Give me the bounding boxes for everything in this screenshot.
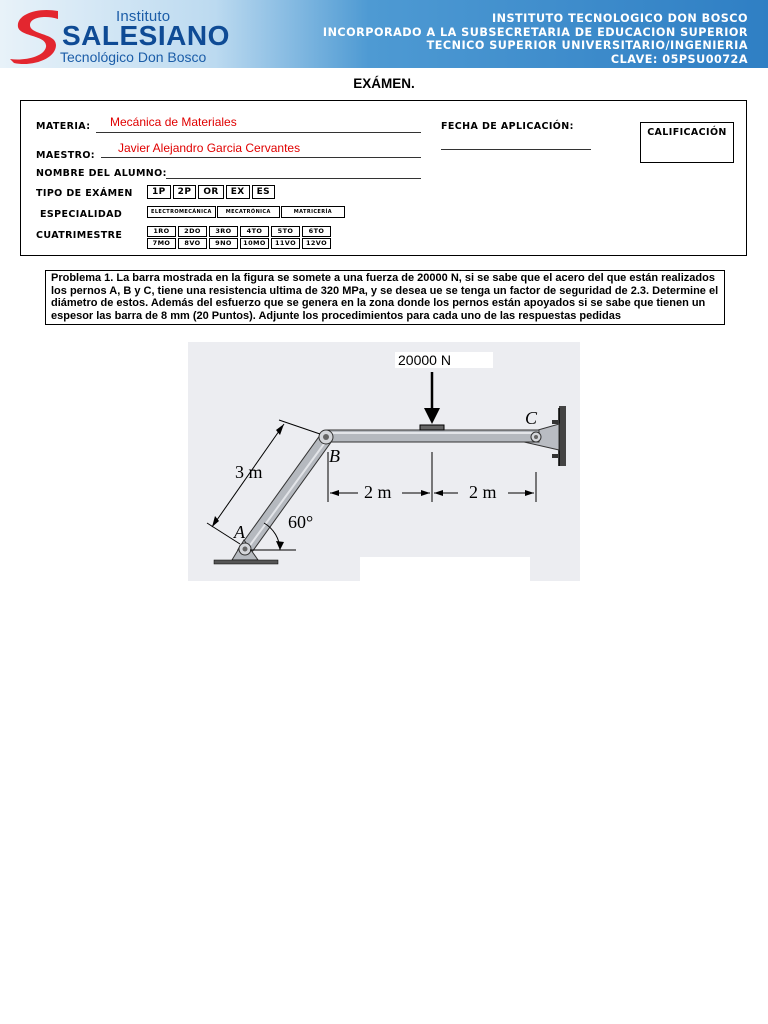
maestro-line (101, 157, 421, 158)
institution-line-2: INCORPORADO A LA SUBSECRETARIA DE EDUCACION SUPERIOR (322, 25, 748, 39)
institution-line-4: CLAVE: 05PSU0072A (610, 53, 748, 67)
segment-1-label: 2 m (364, 482, 392, 502)
cuatrimestre-option[interactable]: 5TO (271, 226, 300, 237)
cuatrimestre-option[interactable]: 7MO (147, 238, 176, 249)
wall-support-c (559, 406, 566, 466)
cuatrimestre-option[interactable]: 10MO (240, 238, 269, 249)
cuatrimestre-option[interactable]: 2DO (178, 226, 207, 237)
angle-label: 60° (288, 512, 314, 532)
institution-info (308, 12, 748, 67)
ground-a (214, 560, 278, 564)
cuatrimestre-option[interactable]: 11VO (271, 238, 300, 249)
cuatrimestre-option[interactable]: 8VO (178, 238, 207, 249)
maestro-value[interactable]: Javier Alejandro Garcia Cervantes (118, 141, 301, 155)
exam-title: EXÁMEN. (353, 76, 415, 91)
especialidad-label: ESPECIALIDAD (40, 209, 123, 220)
bar-bc (327, 430, 539, 442)
cuatrimestre-label: CUATRIMESTRE (36, 230, 123, 241)
point-a-label: A (234, 522, 245, 542)
cuatrimestre-option[interactable]: 1RO (147, 226, 176, 237)
point-c-label: C (525, 408, 538, 428)
salesiano-logo-icon (6, 5, 68, 65)
cuatrimestre-option[interactable]: 6TO (302, 226, 331, 237)
brand-name: SALESIANO (62, 20, 230, 51)
institution-line-3: TECNICO SUPERIOR UNIVERSITARIO/INGENIERIA (426, 39, 748, 53)
calificacion-box[interactable] (640, 122, 734, 163)
cuatrimestre-option[interactable]: 4TO (240, 226, 269, 237)
especialidad-option[interactable]: MECATRÓNICA (217, 206, 280, 218)
brand-line-1: Instituto (116, 8, 171, 25)
exam-info-box (20, 100, 747, 256)
especialidad-option[interactable]: ELECTROMECÁNICA (147, 206, 216, 218)
problem-figure (188, 342, 580, 581)
figure-blank-area (360, 557, 530, 581)
brand-line-3: Tecnológico Don Bosco (60, 49, 207, 65)
alumno-line[interactable] (166, 178, 421, 179)
point-b-label: B (329, 446, 340, 466)
tipo-option[interactable]: 2P (173, 185, 197, 199)
tipo-option[interactable]: EX (226, 185, 250, 199)
cuatrimestre-option[interactable]: 9NO (209, 238, 238, 249)
tipo-option[interactable]: 1P (147, 185, 171, 199)
materia-value[interactable]: Mecánica de Materiales (110, 115, 237, 129)
cuatrimestre-option[interactable]: 12VO (302, 238, 331, 249)
tipo-label: TIPO DE EXÁMEN (36, 188, 133, 199)
fecha-label: FECHA DE APLICACIÓN: (441, 121, 574, 132)
alumno-label: NOMBRE DEL ALUMNO: (36, 168, 167, 179)
tipo-options (147, 185, 275, 199)
force-label: 20000 N (395, 352, 493, 368)
especialidad-options (147, 206, 345, 218)
institution-line-1: INSTITUTO TECNOLOGICO DON BOSCO (491, 12, 748, 25)
materia-line (96, 132, 421, 133)
segment-2-label: 2 m (469, 482, 497, 502)
problem-statement: Problema 1. La barra mostrada en la figura se somete a una fuerza de 20000 N, si se sabe que el acero del que están realizados los pernos A, B y C, tiene una resistencia ultima de 320 MPa, y se desea ue se tenga un factor de seguridad de 2.3. Determine el diámetro de estos. Además del esfuerzo que se genera en la zona donde los pernos están apoyados si se sabe que tienen un espesor las barra de 8 mm (20 Puntos). Adjunte los procedimientos para cada uno de las respuestas pedidas (45, 270, 725, 325)
especialidad-option[interactable]: MATRICERÍA (281, 206, 345, 218)
length-ab-label: 3 m (235, 462, 263, 482)
tipo-option[interactable]: OR (198, 185, 223, 199)
cuatrimestre-options (147, 226, 331, 249)
fecha-line[interactable] (441, 149, 591, 150)
maestro-label: MAESTRO: (36, 150, 96, 161)
calificacion-label: CALIFICACIÓN (647, 127, 727, 138)
materia-label: MATERIA: (36, 121, 91, 132)
load-plate (420, 425, 444, 430)
tipo-option[interactable]: ES (252, 185, 275, 199)
header-banner (0, 0, 768, 68)
cuatrimestre-option[interactable]: 3RO (209, 226, 238, 237)
